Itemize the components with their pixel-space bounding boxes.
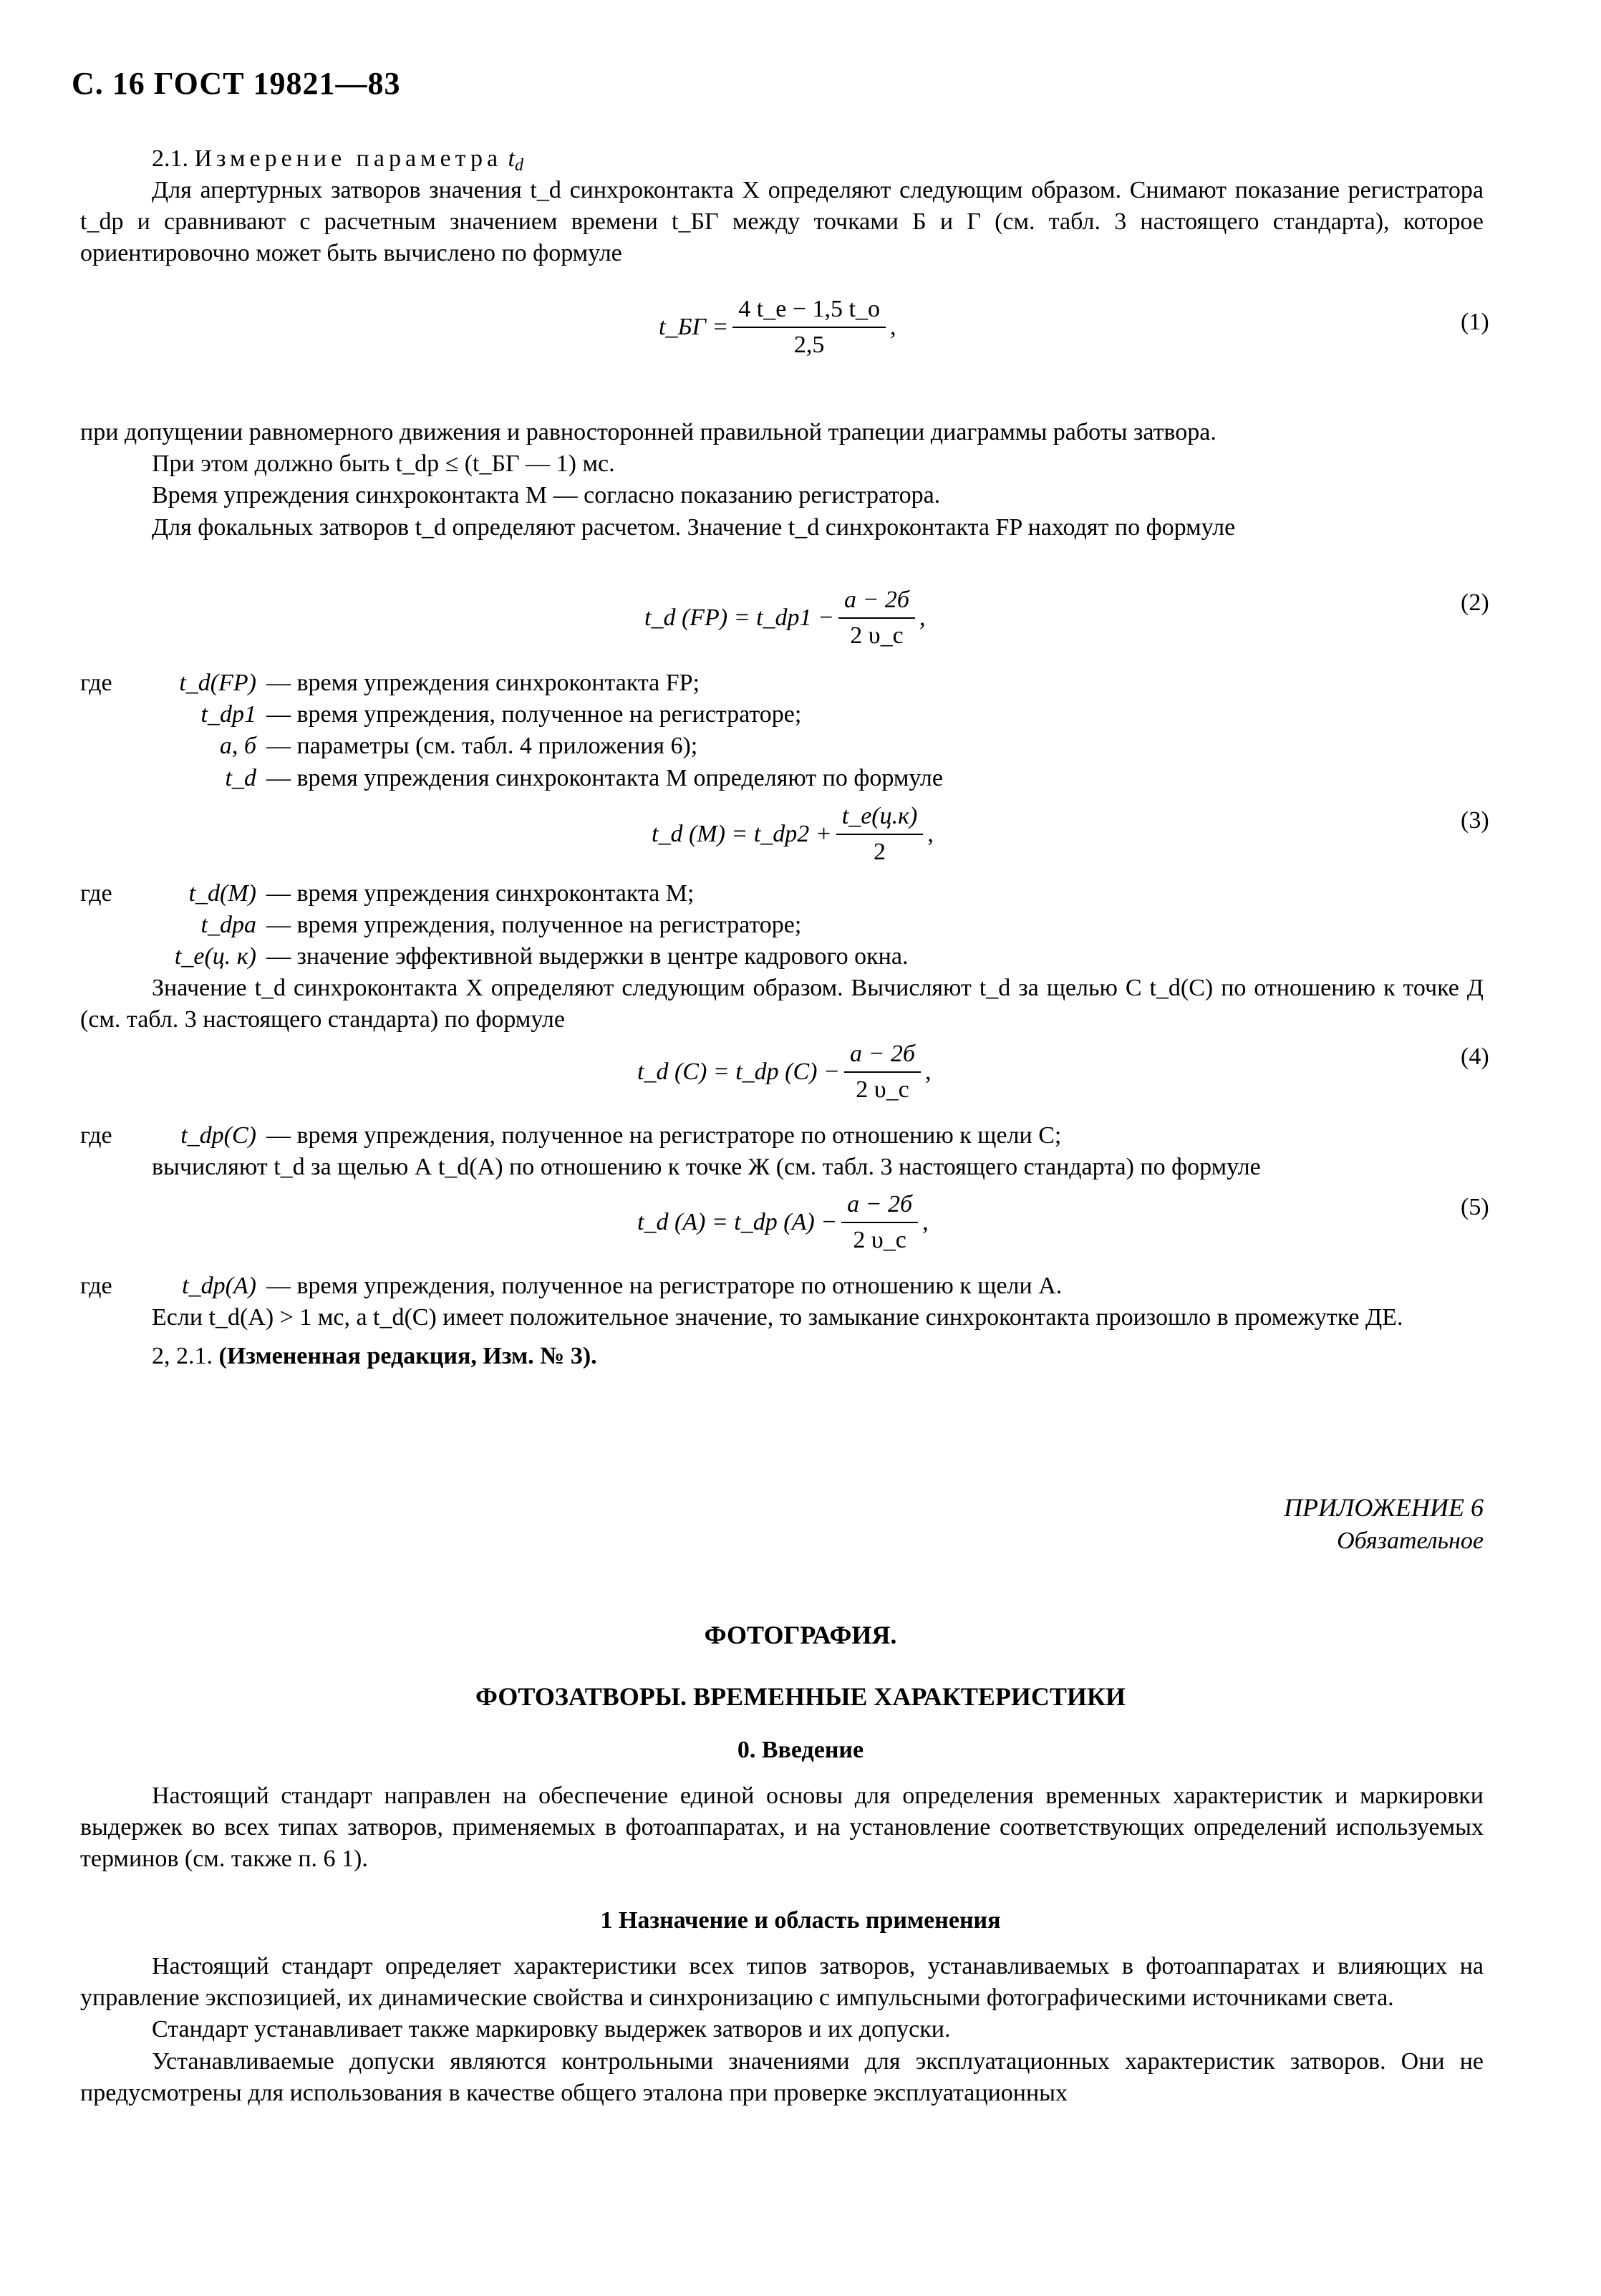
equation-number-3: (3) [1461, 807, 1489, 834]
formula-tail: , [922, 1209, 929, 1236]
definition-symbol: t_dpa [200, 912, 256, 939]
paragraph-text: Устанавливаемые допуски являются контрольными значениями для эксплуатационных характеристик затворов. Они не предусмотрены для использования в качестве общего эталона при проверке эксплуатационных [80, 2047, 1484, 2106]
definition-row [80, 667, 1484, 699]
formula-fraction [732, 294, 886, 361]
definition-text: — время упреждения синхроконтакта FP; [266, 670, 700, 696]
paragraph-text: вычисляют t_d за щелью А t_d(А) по отношению к точке Ж (см. табл. 3 настоящего стандарта) по формуле [152, 1154, 1261, 1180]
formula-lhs: t_d (А) = t_dp (А) − [637, 1209, 838, 1236]
formula-2 [644, 584, 926, 652]
definition-symbol: t_e(ц. к) [174, 943, 256, 970]
definitions-2 [80, 667, 1484, 794]
paragraph-line: При этом должно быть t_dp ≤ (t_БГ — 1) мс. [152, 450, 615, 478]
sub-title: ФОТОЗАТВОРЫ. ВРЕМЕННЫЕ ХАРАКТЕРИСТИКИ [475, 1682, 1126, 1711]
paragraph-text: Если t_d(А) > 1 мс, а t_d(С) имеет положительное значение, то замыкание синхроконтакта произошло в промежутке ДЕ. [152, 1304, 1403, 1331]
where-word [80, 730, 150, 762]
equation-number-5: (5) [1461, 1194, 1489, 1220]
formula-lhs: t_d (FP) = t_dp1 − [644, 604, 834, 632]
definition-5 [80, 1270, 1484, 1302]
equation-number-1: (1) [1461, 309, 1489, 335]
formula-denominator: 2 υ_c [850, 622, 904, 650]
section-2-1-heading [80, 143, 1484, 177]
formula-numerator: a − 2б [838, 584, 915, 619]
edit-numbers: 2, 2.1. [152, 1343, 213, 1370]
where-word: где [80, 880, 112, 907]
definition-text: — время упреждения, полученное на регистраторе по отношению к щели С; [266, 1122, 1062, 1149]
definition-symbol: t_dp1 [200, 701, 256, 728]
formula-lhs: t_d (С) = t_dp (С) − [637, 1058, 840, 1086]
paragraph-text: Для апертурных затворов значения t_d синхроконтакта X определяют следующим образом. Снимают показание регистратора t_dp и сравнивают с расчетным значением времени t_БГ между точками Б и Г (см. табл. 3 настоящего стандарта), которое ориентировочно может быть вычислено по формуле [80, 177, 1484, 267]
formula-fraction [836, 801, 924, 868]
definition-text: — значение эффективной выдержки в центре кадрового окна. [266, 943, 909, 970]
appendix-status: Обязательное [1337, 1528, 1484, 1554]
definition-text: — время упреждения синхроконтакта М определяют по формуле [266, 764, 943, 791]
main-title: ФОТОГРАФИЯ. [704, 1621, 897, 1649]
definition-symbol: t_dp(С) [180, 1122, 256, 1149]
formula-numerator: t_e(ц.к) [836, 801, 924, 835]
after-formula-1 [80, 417, 1484, 544]
param-symbol-sub: d [514, 156, 523, 175]
where-word: где [80, 1122, 112, 1149]
definition-symbol: a, б [219, 733, 256, 760]
definition-row [80, 763, 1484, 794]
paragraph-slit-a [80, 1152, 1484, 1183]
paragraph-text: Настоящий стандарт определяет характеристики всех типов затворов, устанавливаемых в фотоаппаратах и влияющих на управление экспозицией, их динамические свойства и синхронизацию с импульсными фотографическими источниками света. [80, 1953, 1484, 2012]
formula-denominator: 2 [874, 839, 886, 866]
formula-tail: , [919, 604, 926, 632]
paragraph-line: Время упреждения синхроконтакта М — согласно показанию регистратора. [152, 482, 941, 509]
definition-row [80, 910, 1484, 941]
where-word [80, 763, 150, 794]
formula-denominator: 2 υ_c [853, 1227, 906, 1254]
formula-3 [652, 801, 934, 868]
formula-lhs: t_БГ = [659, 314, 729, 341]
definition-row [80, 1270, 1484, 1302]
formula-numerator: a − 2б [844, 1038, 921, 1073]
where-word [80, 699, 150, 730]
formula-numerator: a − 2б [841, 1189, 918, 1223]
definition-row [80, 941, 1484, 973]
paragraph-text: Значение t_d синхроконтакта X определяют следующим образом. Вычисляют t_d за щелью С t_d(С) по отношению к точке Д (см. табл. 3 настоящего стандарта) по формуле [80, 975, 1484, 1033]
definition-symbol: t_d(M) [188, 880, 256, 907]
edit-note: (Измененная редакция, Изм. № 3). [218, 1343, 597, 1370]
paragraph-line: при допущении равномерного движения и равносторонней правильной трапеции диаграммы работы затвора. [80, 419, 1217, 445]
formula-5 [637, 1189, 929, 1256]
definition-row [80, 1120, 1484, 1152]
definition-4 [80, 1120, 1484, 1152]
equation-number-2: (2) [1461, 589, 1489, 616]
paragraph-conclusion [80, 1302, 1484, 1372]
definition-text: — параметры (см. табл. 4 приложения 6); [266, 733, 698, 760]
definition-row [80, 730, 1484, 762]
definition-text: — время упреждения, полученное на регистраторе; [266, 701, 802, 728]
paragraph-text: Настоящий стандарт направлен на обеспечение единой основы для определения временных характеристик и маркировки выдержек во всех типах затворов, применяемых в фотоаппаратах, и на установление соответствующих определений используемых терминов (см. также п. 6 1). [80, 1783, 1484, 1873]
where-word [80, 941, 150, 973]
section-1-body [80, 1951, 1484, 2109]
definition-symbol: t_dp(А) [182, 1273, 256, 1299]
definitions-3 [80, 878, 1484, 973]
formula-denominator: 2 υ_c [856, 1076, 909, 1104]
formula-4 [637, 1038, 931, 1106]
formula-tail: , [924, 1058, 932, 1086]
intro-paragraph [80, 1780, 1484, 1876]
paragraph-x-contact [80, 973, 1484, 1036]
formula-fraction [841, 1189, 918, 1256]
definition-row [80, 878, 1484, 910]
formula-fraction [844, 1038, 921, 1106]
definition-row [80, 699, 1484, 730]
formula-tail: , [889, 314, 896, 341]
paragraph-aperture [80, 175, 1484, 270]
formula-tail: , [927, 821, 934, 848]
where-word [80, 910, 150, 941]
formula-fraction [838, 584, 915, 652]
formula-1 [659, 294, 896, 361]
formula-numerator: 4 t_e − 1,5 t_o [732, 294, 886, 328]
appendix-title: ПРИЛОЖЕНИЕ 6 [1284, 1493, 1484, 1522]
paragraph-text: Стандарт устанавливает также маркировку выдержек затворов и их допуски. [152, 2016, 951, 2043]
section-number: 2.1. [152, 145, 188, 172]
definition-symbol: t_d(FP) [179, 670, 256, 696]
formula-lhs: t_d (M) = t_dp2 + [652, 821, 832, 848]
section-title: Измерение параметра [194, 145, 503, 172]
definition-text: — время упреждения, полученное на регистраторе по отношению к щели А. [266, 1273, 1063, 1299]
where-word: где [80, 1273, 112, 1299]
page-header: С. 16 ГОСТ 19821—83 [72, 66, 401, 101]
definition-symbol: t_d [225, 764, 256, 791]
param-symbol: t [508, 145, 515, 172]
where-word: где [80, 670, 112, 696]
definition-text: — время упреждения синхроконтакта М; [266, 880, 695, 907]
definition-text: — время упреждения, полученное на регистраторе; [266, 912, 802, 939]
paragraph-line: Для фокальных затворов t_d определяют расчетом. Значение t_d синхроконтакта FP находят по формуле [152, 513, 1236, 541]
intro-heading: 0. Введение [737, 1737, 864, 1763]
equation-number-4: (4) [1461, 1043, 1489, 1070]
formula-denominator: 2,5 [793, 332, 825, 359]
section-1-heading: 1 Назначение и область применения [600, 1907, 1001, 1934]
